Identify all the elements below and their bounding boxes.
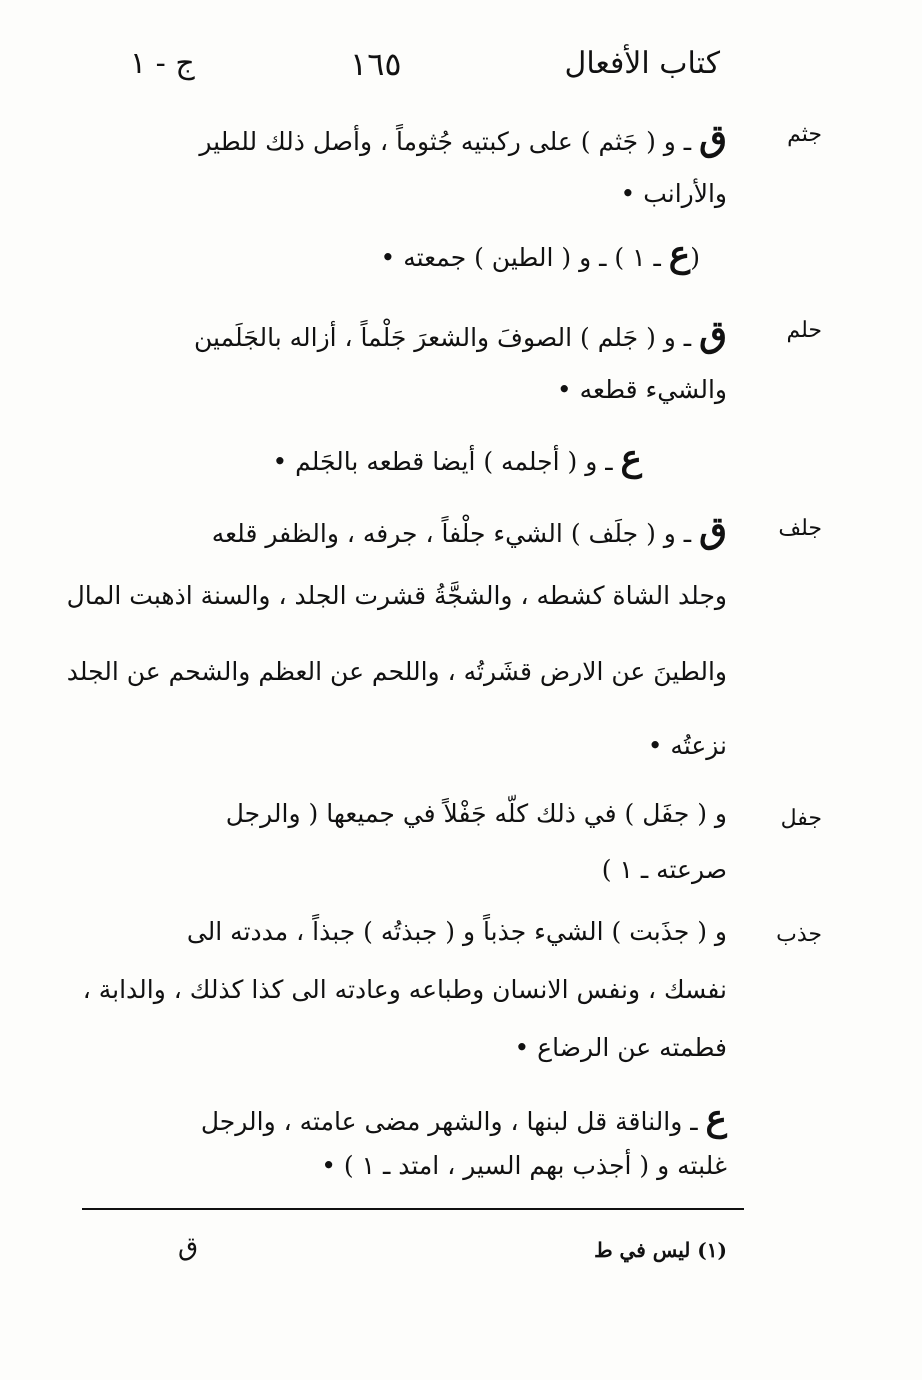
entry-line: ع ـ والناقة قل لبنها ، والشهر مضى عامته ، والرجل	[200, 1097, 727, 1139]
entry-line: نزعتُه •	[647, 731, 727, 760]
entry-line: والطينَ عن الارض قشَرتُه ، واللحم عن العظم والشحم عن الجلد	[66, 657, 727, 686]
entry-root: حلم	[786, 318, 822, 343]
entry-line: فطمته عن الرضاع •	[514, 1033, 727, 1062]
volume-label: ج - ١	[130, 46, 195, 81]
page-number: ١٦٥	[350, 45, 402, 83]
book-title: كتاب الأفعال	[564, 46, 720, 81]
entry-root: جفل	[780, 806, 822, 831]
entry-line: نفسك ، ونفس الانسان وطباعه وعادته الى كذا كذلك ، والدابة ،	[82, 975, 727, 1004]
entry-line: (ع ـ ١ ) ـ و ( الطين ) جمعته •	[380, 233, 700, 275]
entry-line: والشيء قطعه •	[556, 375, 727, 404]
entry-line: والأرانب •	[620, 179, 727, 208]
source-marker: ق	[699, 509, 727, 551]
entry-line: و ( جفَل ) في ذلك كلّه جَفْلاً في جميعها ( والرجل	[225, 799, 727, 828]
entry-line: وجلد الشاة كشطه ، والشجَّةُ قشرت الجلد ، والسنة اذهبت المال	[66, 581, 727, 610]
entry-line: غلبته و ( أجذب بهم السير ، امتد ـ ١ ) •	[321, 1151, 727, 1180]
entry-root: جلف	[778, 516, 822, 541]
running-header	[100, 44, 720, 94]
entry-line: صرعته ـ ١ )	[601, 855, 727, 884]
source-marker: ع	[705, 1097, 727, 1139]
entry-root: جذب	[776, 922, 822, 947]
entry-line: و ( جذَبت ) الشيء جذباً و ( جبذتُه ) جبذاً ، مددته الى	[186, 917, 727, 946]
entry-line: ق ـ و ( جلَف ) الشيء جلْفاً ، جرفه ، والظفر قلعه	[211, 509, 727, 551]
entry-root: جثم	[787, 122, 822, 147]
source-marker: ق	[699, 313, 727, 355]
footnote-text: (١) ليس في ط	[594, 1238, 727, 1262]
source-marker: ق	[699, 117, 727, 159]
source-marker: ع	[668, 233, 691, 275]
footnote-divider	[82, 1208, 744, 1210]
entry-line: ع ـ و ( أجلمه ) أيضا قطعه بالجَلم •	[272, 437, 642, 479]
entry-line: ق ـ و ( جَلم ) الصوفَ والشعرَ جَلْماً ، أزاله بالجَلَمين	[194, 313, 727, 355]
entry-line: ق ـ و ( جَثم ) على ركبتيه جُثوماً ، وأصل ذلك للطير	[199, 117, 727, 159]
source-marker: ع	[620, 437, 642, 479]
signature-mark: ق	[178, 1232, 199, 1262]
